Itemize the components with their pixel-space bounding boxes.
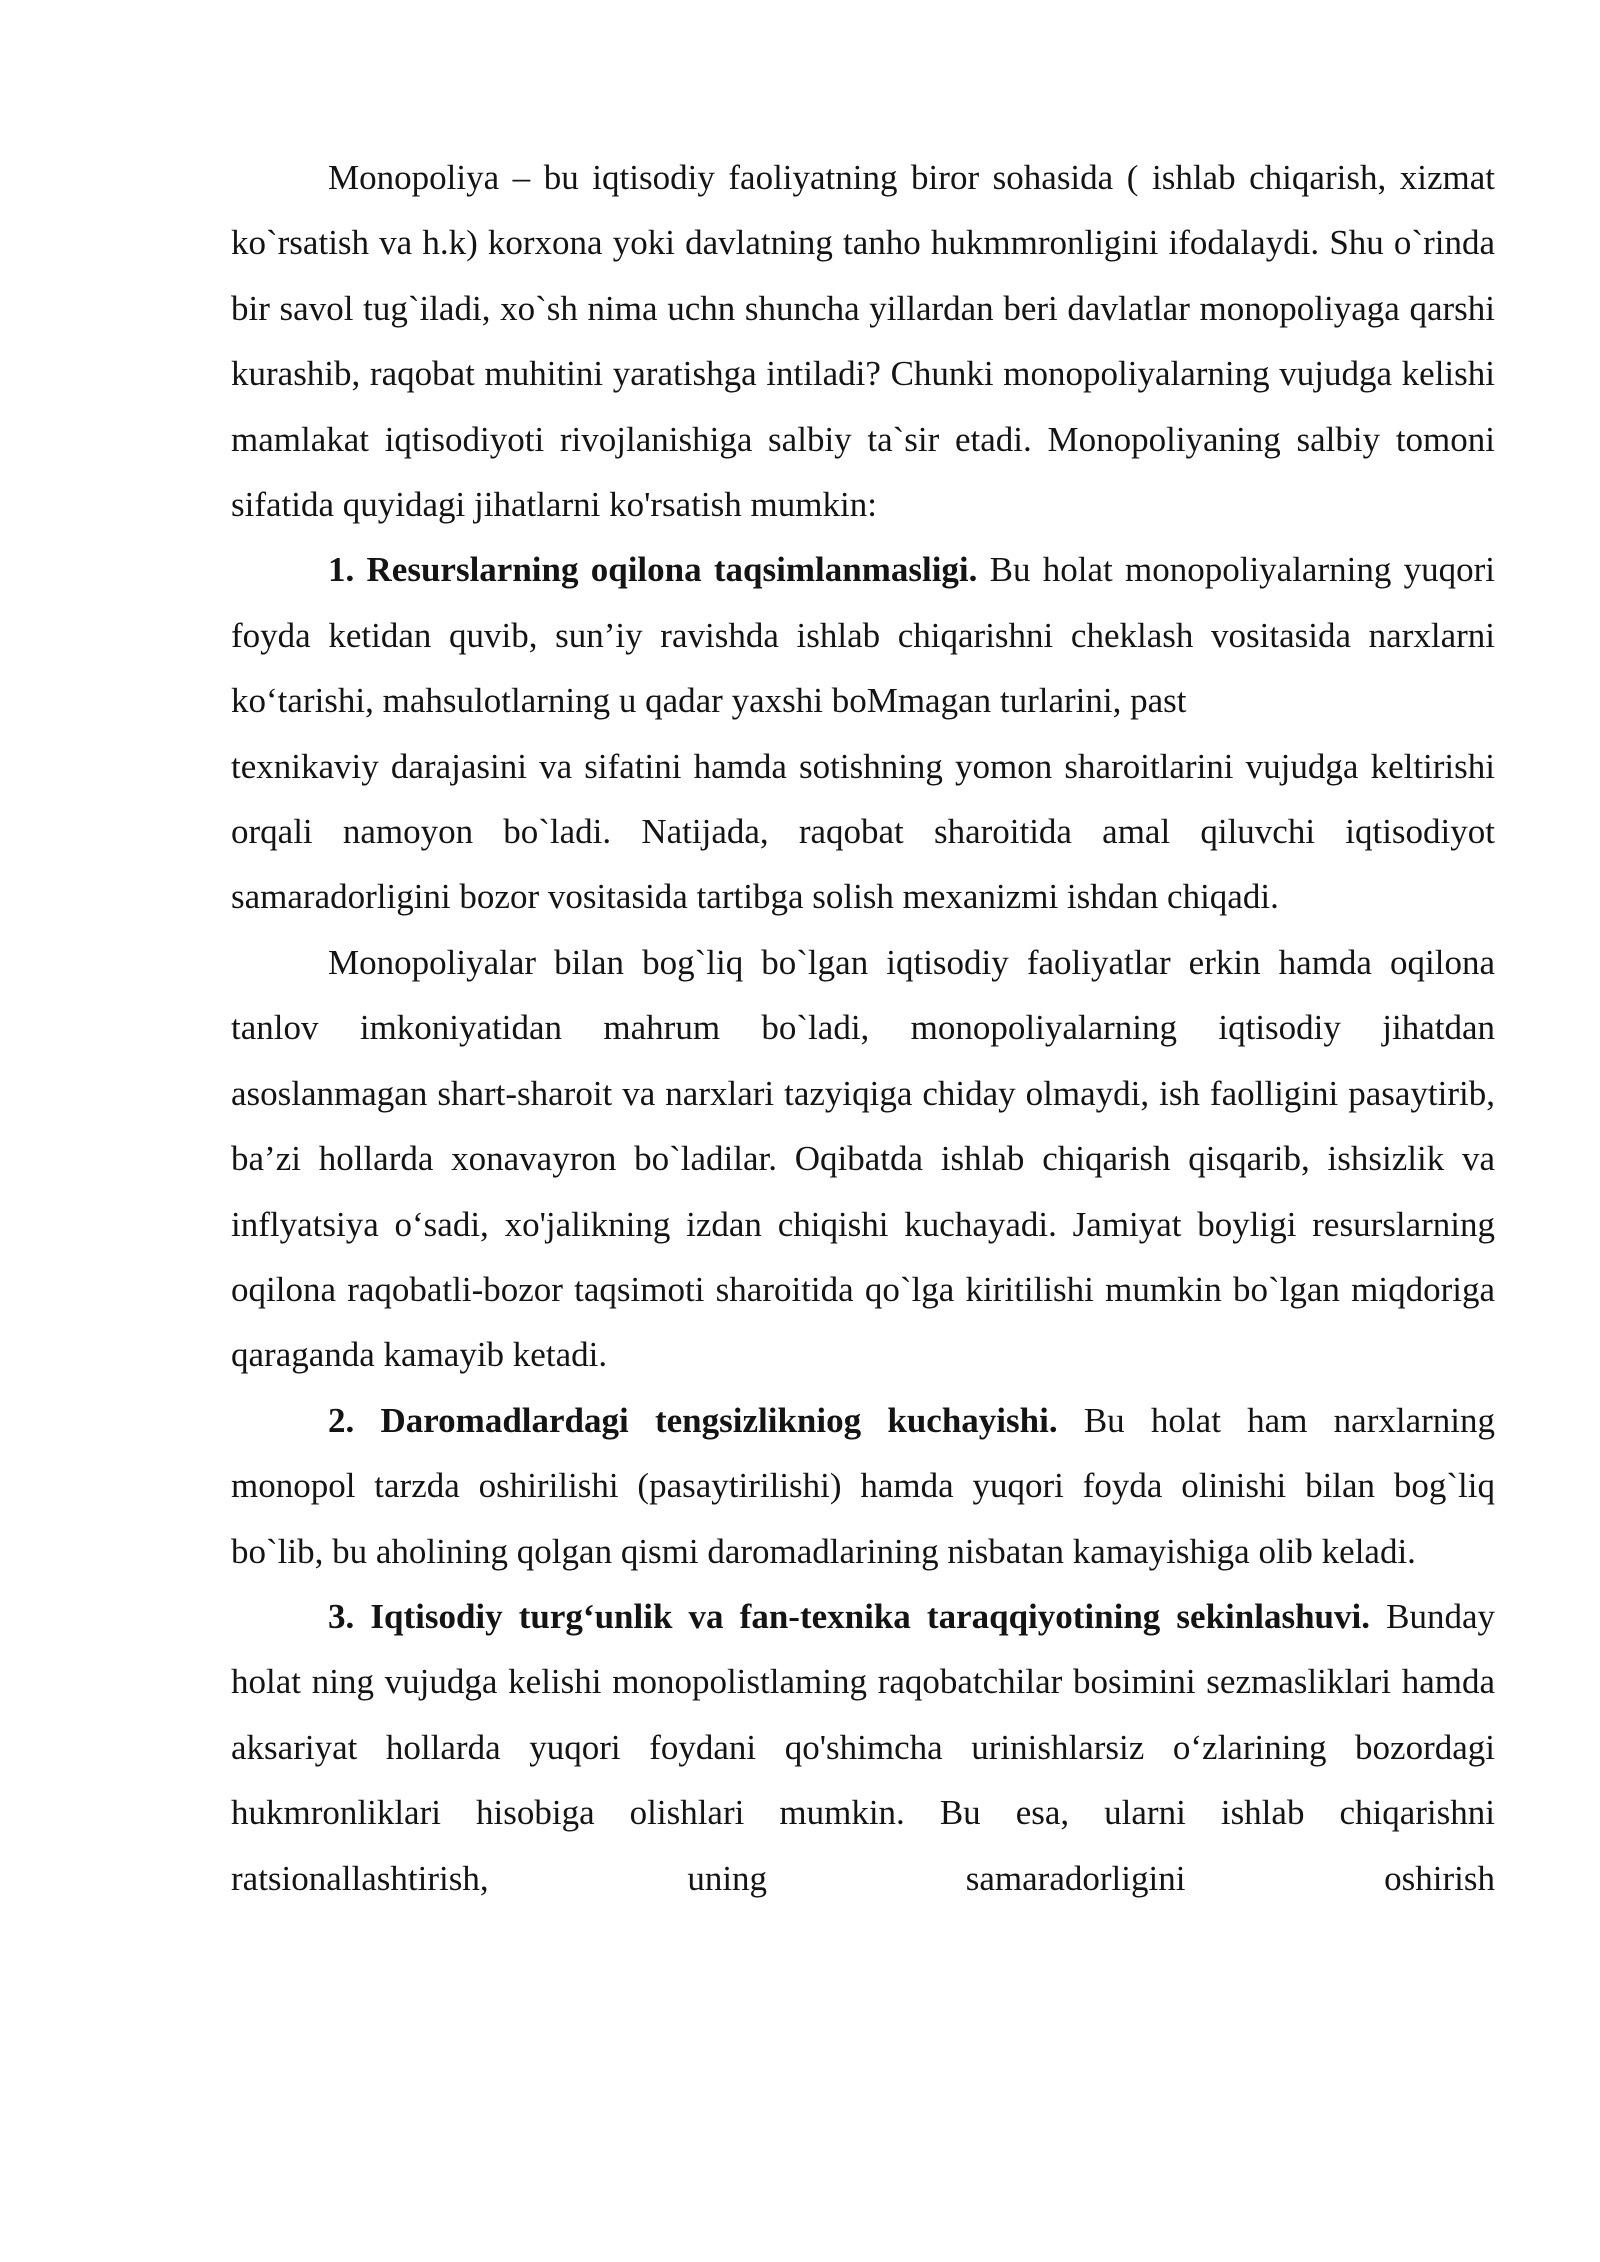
- paragraph-text: Bu holat ham narxlarning monopol tarzda oshirilishi (pasaytirilishi) hamda yuqori foyda olinishi bilan bog`liq bo`lib, bu aholining qolgan qismi daromadlarining nisbatan kamayishiga olib keladi.: [231, 1400, 1495, 1571]
- paragraph-text: Monopoliya – bu iqtisodiy faoliyatning biror sohasida ( ishlab chiqarish, xizmat ko`rsatish va h.k) korxona yoki davlatning tanho hukmmronligini ifodalaydi. Shu o`rinda bir savol tug`iladi, xo`sh nima uchn shuncha yillardan beri davlatlar monopoliyaga qarshi kurashib, raqobat muhitini yaratishga intiladi? Chunki monopoliyalarning vujudga kelishi mamlakat iqtisodiyoti rivojlanishiga salbiy ta`sir etadi. Monopoliyaning salbiy tomoni sifatida quyidagi jihatlarni ko'rsatish mumkin:: [231, 158, 1495, 525]
- paragraph-text: Bunday holat ning vujudga kelishi monopolistlaming raqobatchilar bosimini sezmasliklari hamda aksariyat hollarda yuqori foydani qo'shimcha urinishlarsiz o‘zlarining bozordagi hukmronliklari hisobiga olishlari mumkin. Bu esa, ularni ishlab chiqarishni ratsionallashtirish, uning samaradorligini oshirish: [231, 1596, 1495, 1898]
- paragraph-heading: 2. Daromadlardagi tengsizlikniog kuchayishi.: [328, 1400, 1058, 1440]
- paragraph-heading: 1. Resurslarning oqilona taqsimlanmasligi.: [328, 550, 978, 590]
- paragraph-text: Bu holat monopoliyalarning yuqori foyda ketidan quvib, sun’iy ravishda ishlab chiqarishni cheklash vositasida narxlarni ko‘tarishi, mahsulotlarning u qadar yaxshi boMmagan turlarini, past: [231, 550, 1495, 721]
- paragraph-point-1-continued: [231, 734, 1495, 930]
- paragraph-text: Monopoliyalar bilan bog`liq bo`lgan iqtisodiy faoliyatlar erkin hamda oqilona tanlov imkoniyatidan mahrum bo`ladi, monopoliyalarning iqtisodiy jihatdan asoslanmagan shart-sharoit va narxlari tazyiqiga chiday olmaydi, ish faolligini pasaytirib, ba’zi hollarda xonavayron bo`ladilar. Oqibatda ishlab chiqarish qisqarib, ishsizlik va inflyatsiya o‘sadi, xo'jalikning izdan chiqishi kuchayadi. Jamiyat boyligi resurslarning oqilona raqobatli-bozor taqsimoti sharoitida qo`lga kiritilishi mumkin bo`lgan miqdoriga qaraganda kamayib ketadi.: [231, 942, 1495, 1375]
- paragraph-point-1: [231, 537, 1495, 733]
- document-body: [231, 145, 1495, 1911]
- paragraph-intro: [231, 145, 1495, 537]
- paragraph-monopoly-effects: [231, 930, 1495, 1388]
- paragraph-text: texnikaviy darajasini va sifatini hamda sotishning yomon sharoitlarini vujudga keltirishi orqali namoyon bo`ladi. Natijada, raqobat sharoitida amal qiluvchi iqtisodiyot samaradorligini bozor vositasida tartibga solish mexanizmi ishdan chiqadi.: [231, 746, 1495, 917]
- paragraph-point-2: [231, 1388, 1495, 1584]
- paragraph-heading: 3. Iqtisodiy turg‘unlik va fan-texnika taraqqiyotining sekinlashuvi.: [328, 1596, 1370, 1636]
- paragraph-point-3: [231, 1584, 1495, 1911]
